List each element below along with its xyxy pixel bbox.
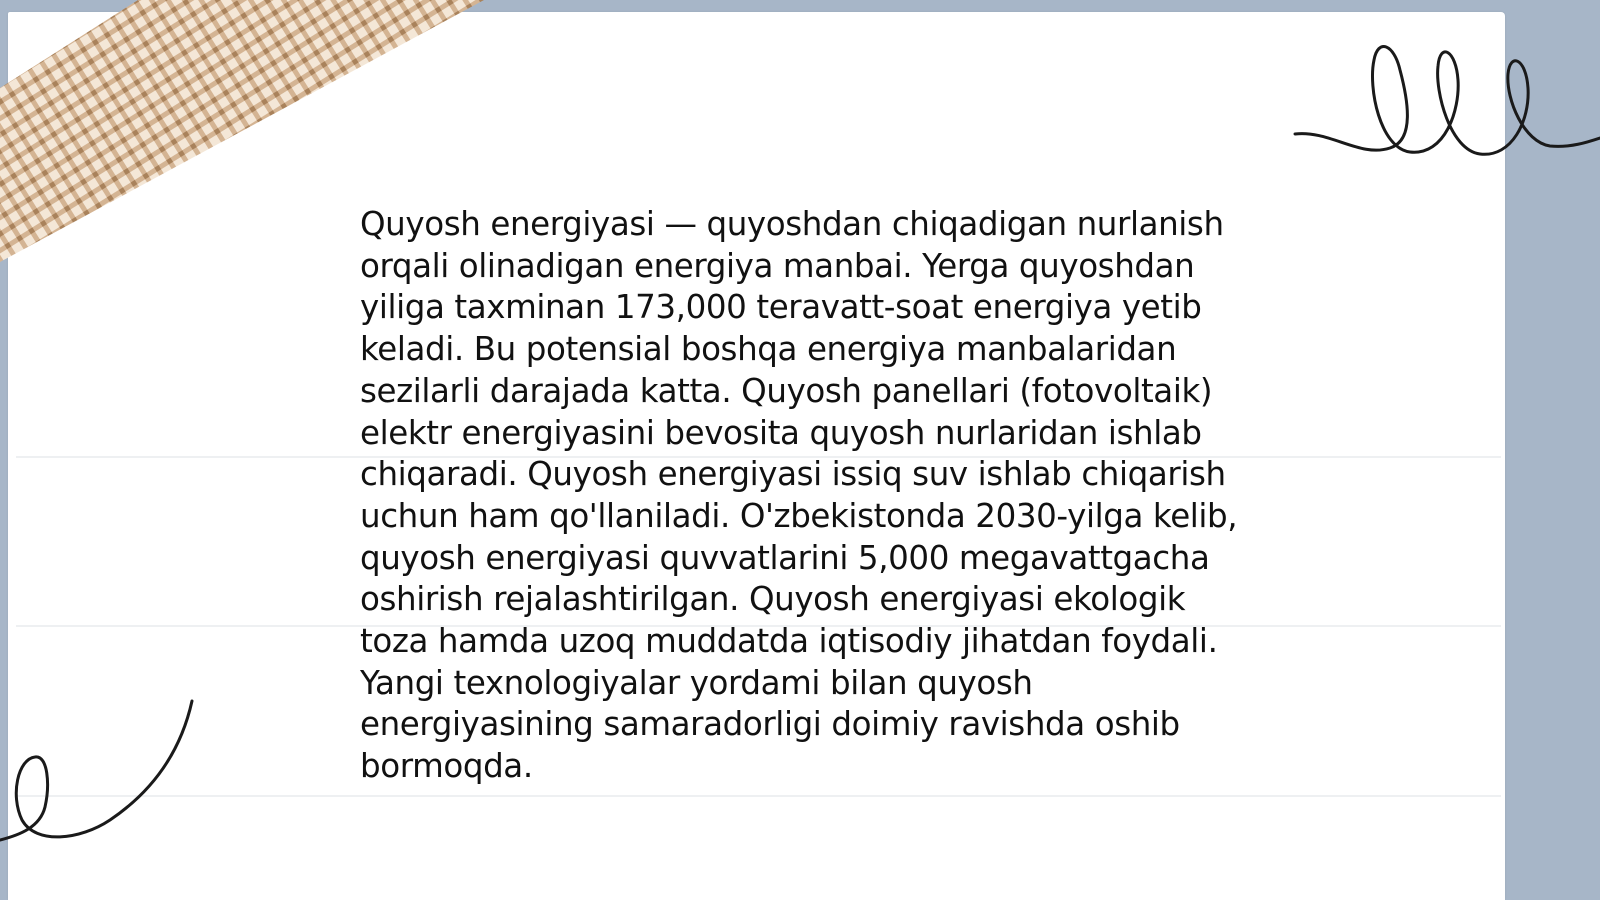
check-swirl-icon [0,695,200,855]
loop-scribble-icon [1290,30,1600,165]
body-paragraph: Quyosh energiyasi — quyoshdan chiqadigan nurlanish orqali olinadigan energiya manbai. Yerga quyoshdan yiliga taxminan 173,000 teravatt-soat energiya yetib keladi. Bu potensial boshqa energiya manbalaridan sezilarli darajada katta. Quyosh panellari (fotovoltaik) elektr energiyasini bevosita quyosh nurlaridan ishlab chiqaradi. Quyosh energiyasi issiq suv ishlab chiqarish uchun ham qo'llaniladi. O'zbekistonda 2030-yilga kelib, quyosh energiyasi quvvatlarini 5,000 megavattgacha oshirish rejalashtirilgan. Quyosh energiyasi ekologik toza hamda uzoq muddatda iqtisodiy jihatdan foydali. Yangi texnologiyalar yordami bilan quyosh energiyasining samaradorligi doimiy ravishda oshib bormoqda. [360,205,1238,786]
ruled-line [16,795,1501,797]
